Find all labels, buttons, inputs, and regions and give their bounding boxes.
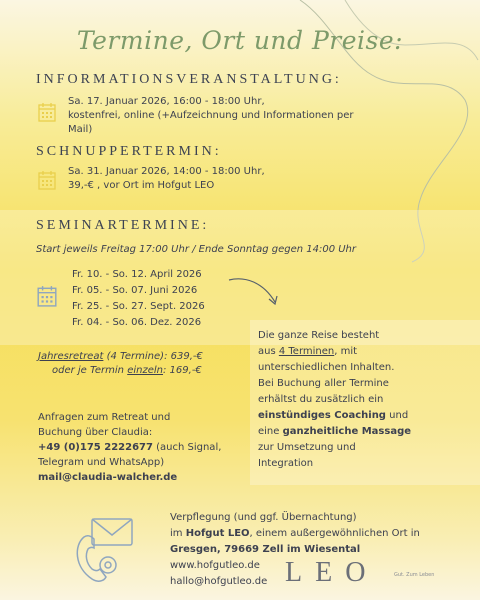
date-item: Fr. 10. - So. 12. April 2026 bbox=[72, 269, 202, 280]
schnupper-details: Sa. 31. Januar 2026, 14:00 - 18:00 Uhr, 39,-€ , vor Ort im Hofgut LEO bbox=[68, 166, 265, 191]
price-info: Jahresretreat (4 Termine): 639,-€ oder je Termin einzeln: 169,-€ bbox=[38, 351, 203, 376]
date-item: Fr. 05. - So. 07. Juni 2026 bbox=[72, 285, 198, 296]
seminar-heading: SEMINARTERMINE: bbox=[36, 218, 210, 233]
website-link[interactable]: www.hofgutleo.de bbox=[170, 560, 260, 571]
leo-tagline: Gut. Zum Leben bbox=[394, 572, 435, 578]
footer-info: Verpflegung (und ggf. Übernachtung) im Hofgut LEO, einem außergewöhnlichen Ort in Gresgen, 79669 Zell im Wiesental www.hofgutleo.de hallo@hofgutleo.de bbox=[170, 510, 475, 590]
date-item: Fr. 25. - So. 27. Sept. 2026 bbox=[72, 301, 205, 312]
reise-info: Die ganze Reise besteht aus 4 Terminen, mit unterschiedlichen Inhalten. Bei Buchung aller Termine erhältst du zusätzlich ein einstündiges Coaching und eine ganzheitliche Massage zur Umsetzung und Integration bbox=[258, 330, 412, 469]
leo-logo: LEO bbox=[285, 557, 379, 588]
seminar-subline: Start jeweils Freitag 17:00 Uhr / Ende Sonntag gegen 14:00 Uhr bbox=[36, 244, 357, 255]
phone-link[interactable]: +49 (0)175 2222677 bbox=[38, 442, 153, 453]
info-heading: INFORMATIONSVERANSTALTUNG: bbox=[36, 72, 342, 87]
date-item: Fr. 04. - So. 06. Dez. 2026 bbox=[72, 317, 202, 328]
curved-arrow-icon bbox=[225, 272, 285, 312]
calendar-icon bbox=[38, 170, 56, 190]
email-link[interactable]: mail@claudia-walcher.de bbox=[38, 472, 178, 483]
page-title: Termine, Ort und Preise: bbox=[76, 26, 404, 55]
email-link[interactable]: hallo@hofgutleo.de bbox=[170, 576, 268, 587]
calendar-icon bbox=[38, 102, 56, 122]
contact-info: Anfragen zum Retreat und Buchung über Claudia: +49 (0)175 2222677 (auch Signal, Telegram und WhatsApp) mail@claudia-walcher.de bbox=[38, 410, 253, 485]
calendar-icon bbox=[36, 285, 58, 307]
schnupper-heading: SCHNUPPERTERMIN: bbox=[36, 144, 222, 159]
info-details: Sa. 17. Januar 2026, 16:00 - 18:00 Uhr, kostenfrei, online (+Aufzeichnung und Informationen per Mail) bbox=[68, 96, 354, 135]
phone-envelope-icon bbox=[70, 515, 138, 587]
